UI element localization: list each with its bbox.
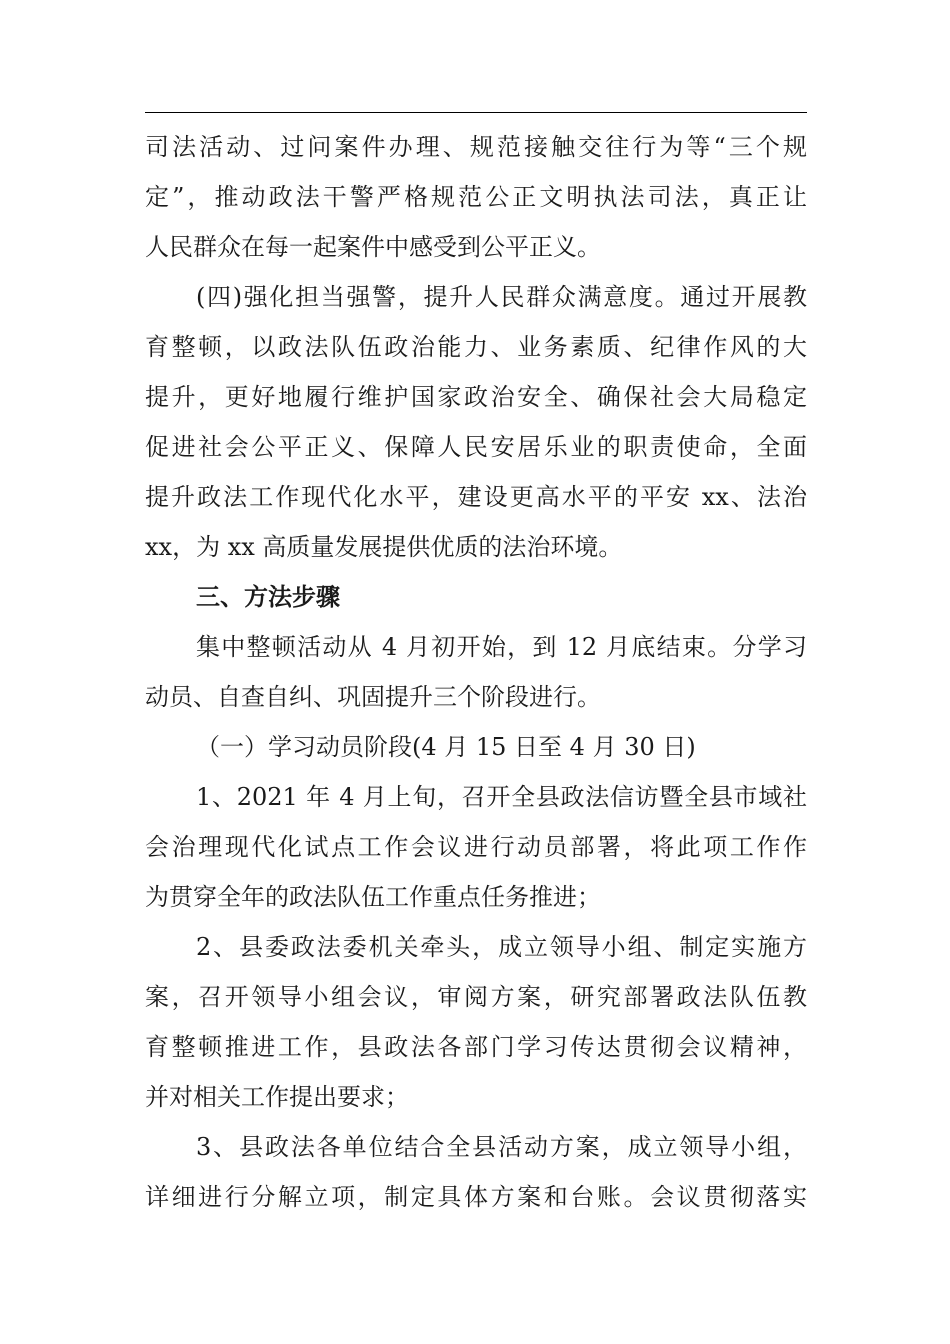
subsection-heading: （一）学习动员阶段(4 月 15 日至 4 月 30 日) [196, 733, 696, 761]
text-line: 提升政法工作现代化水平，建设更高水平的平安 xx、法治 [145, 483, 807, 511]
text-line: 并对相关工作提出要求； [145, 1083, 409, 1111]
text-line: 集中整顿活动从 4 月初开始，到 12 月底结束。分学习 [196, 633, 807, 661]
section-heading: 三、方法步骤 [196, 583, 340, 611]
text-line: 为贯穿全年的政法队伍工作重点任务推进； [145, 883, 601, 911]
text-line: 会治理现代化试点工作会议进行动员部署，将此项工作作 [145, 833, 807, 861]
header-rule [145, 112, 807, 113]
text-line: 3、县政法各单位结合全县活动方案，成立领导小组， [196, 1133, 807, 1161]
text-line: 司法活动、过问案件办理、规范接触交往行为等“三个规 [145, 133, 807, 161]
text-line: 详细进行分解立项，制定具体方案和台账。会议贯彻落实 [145, 1183, 807, 1211]
text-line: xx，为 xx 高质量发展提供优质的法治环境。 [145, 533, 623, 561]
text-line: 促进社会公平正义、保障人民安居乐业的职责使命，全面 [145, 433, 807, 461]
text-line: 动员、自查自纠、巩固提升三个阶段进行。 [145, 683, 601, 711]
text-line: (四)强化担当强警，提升人民群众满意度。通过开展教 [196, 283, 807, 311]
text-line: 案，召开领导小组会议，审阅方案，研究部署政法队伍教 [145, 983, 807, 1011]
text-line: 提升，更好地履行维护国家政治安全、确保社会大局稳定 [145, 383, 807, 411]
text-line: 2、县委政法委机关牵头，成立领导小组、制定实施方 [196, 933, 807, 961]
text-line: 1、2021 年 4 月上旬，召开全县政法信访暨全县市域社 [196, 783, 807, 811]
text-line: 育整顿，以政法队伍政治能力、业务素质、纪律作风的大 [145, 333, 807, 361]
text-line: 定”，推动政法干警严格规范公正文明执法司法，真正让 [145, 183, 807, 211]
text-line: 人民群众在每一起案件中感受到公平正义。 [145, 233, 601, 261]
text-line: 育整顿推进工作，县政法各部门学习传达贯彻会议精神， [145, 1033, 807, 1061]
